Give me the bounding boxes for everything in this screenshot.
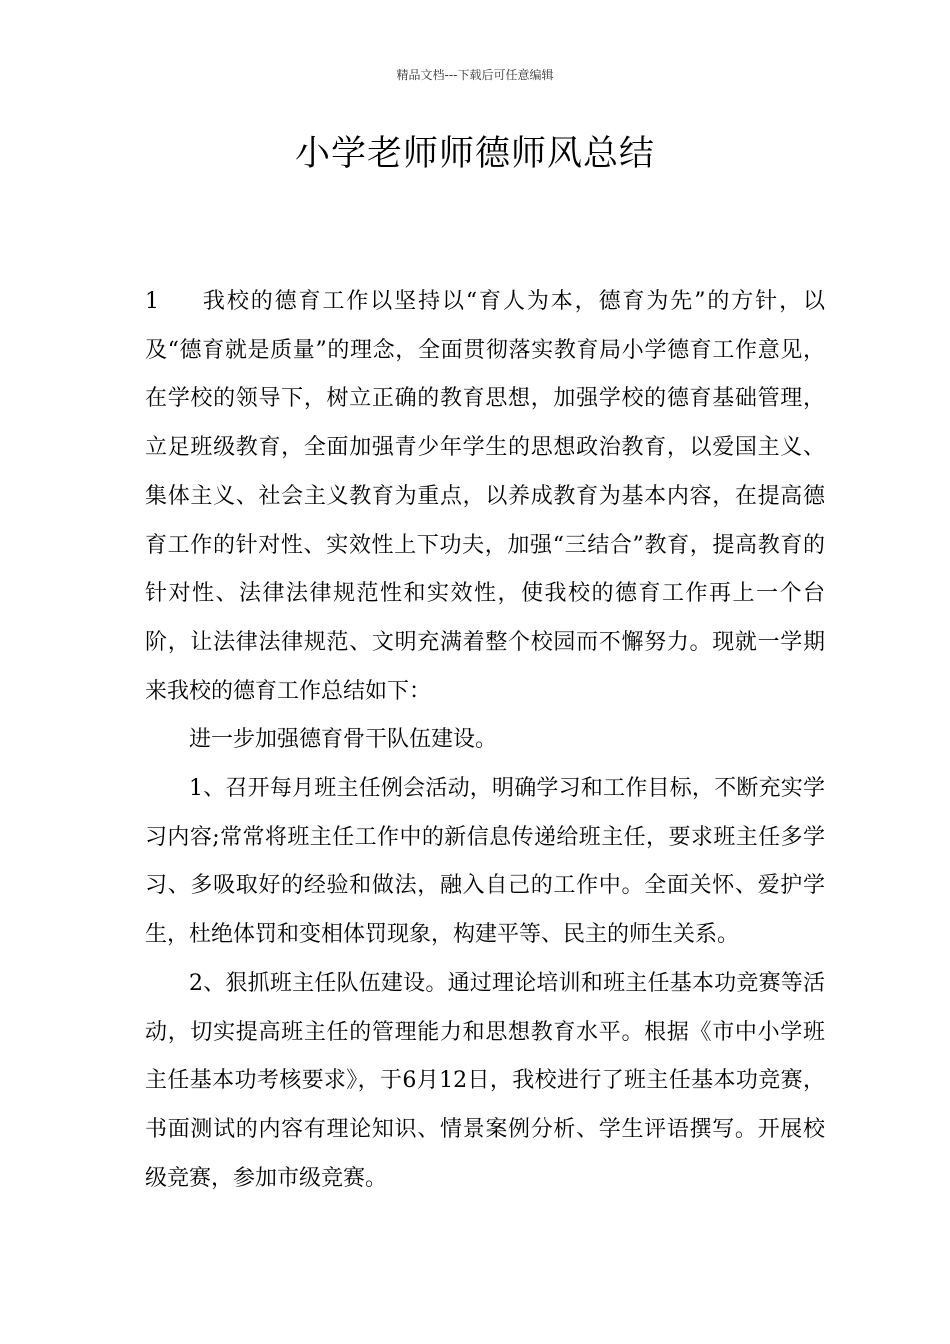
paragraph-4: 2、狠抓班主任队伍建设。通过理论培训和班主任基本功竞赛等活动，切实提高班主任的管理能力和思想教育水平。根据《市中小学班主任基本功考核要求》，于6月12日，我校进行了班主任基本功竞赛，书面测试的内容有理论知识、情景案例分析、学生评语撰写。开展校级竞赛，参加市级竞赛。 <box>145 970 825 1191</box>
paragraph-2: 进一步加强德育骨干队伍建设。 <box>189 727 498 753</box>
document-body <box>145 278 825 1203</box>
paragraph-text: 我校的德育工作以坚持以“育人为本，德育为先”的方针，以及“德育就是质量”的理念，全面贯彻落实教育局小学德育工作意见，在学校的领导下，树立正确的教育思想，加强学校的德育基础管理，立足班级教育，全面加强青少年学生的思想政治教育，以爱国主义、集体主义、社会主义教育为重点，以养成教育为基本内容，在提高德育工作的针对性、实效性上下功夫，加强“三结合”教育，提高教育的针对性、法律法律规范性和实效性，使我校的德育工作再上一个台阶，让法律法律规范、文明充满着整个校园而不懈努力。现就一学期来我校的德育工作总结如下： <box>145 289 825 704</box>
paragraph-3: 1、召开每月班主任例会活动，明确学习和工作目标，不断充实学习内容;常常将班主任工作中的新信息传递给班主任，要求班主任多学习、多吸取好的经验和做法，融入自己的工作中。全面关怀、爱护学生，杜绝体罚和变相体罚现象，构建平等、民主的师生关系。 <box>145 776 825 948</box>
header-note: 精品文档---下载后可任意编辑 <box>396 68 554 82</box>
document-title: 小学老师师德师风总结 <box>294 134 655 174</box>
paragraph-number: 1 <box>145 289 159 314</box>
paragraph-1 <box>145 278 825 716</box>
